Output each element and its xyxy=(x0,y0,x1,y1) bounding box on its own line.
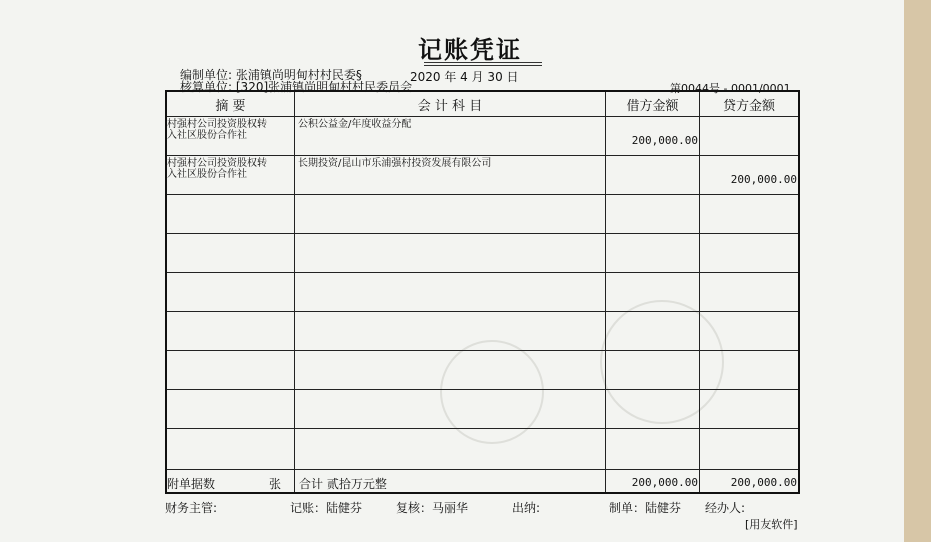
preparer: 制单：陆健芬 xyxy=(609,501,682,515)
title-underline xyxy=(424,62,542,63)
acct-value: [320]张浦镇尚明甸村村民委员会 xyxy=(235,80,413,94)
row-divider xyxy=(167,311,798,312)
col-divider xyxy=(699,92,700,492)
header-debit: 借方金额 xyxy=(626,99,679,114)
attach-label: 附单据数 xyxy=(167,477,216,491)
finance-supervisor: 财务主管: xyxy=(165,501,218,515)
reviewer: 复核：马丽华 xyxy=(396,501,469,515)
title-underline xyxy=(424,65,542,66)
bookkeeper: 记账：陆健芬 xyxy=(290,501,363,515)
org-label: 编制单位: xyxy=(180,68,233,82)
summary-line: 村强村公司投资股权转 xyxy=(167,158,267,169)
row-divider xyxy=(167,194,798,195)
row-divider xyxy=(167,155,798,156)
total-text: 合计 贰拾万元整 xyxy=(299,477,387,491)
row-divider xyxy=(167,469,798,470)
voucher-table xyxy=(165,90,800,494)
row-divider xyxy=(167,428,798,429)
col-divider xyxy=(294,92,295,492)
software-label: [用友软件] xyxy=(745,518,798,531)
header-account: 会 计 科 目 xyxy=(417,99,483,114)
table-row-2-summary xyxy=(167,158,293,180)
background-edge xyxy=(904,0,931,542)
table-row-1-account: 公积公益金/年度收益分配 xyxy=(298,119,412,130)
attach-unit: 张 xyxy=(269,477,282,491)
debit-total: 200,000.00 xyxy=(631,476,698,489)
table-row-1-summary xyxy=(167,119,293,141)
summary-line: 入社区股份合作社 xyxy=(167,169,247,180)
table-row-1-debit: 200,000.00 xyxy=(631,134,698,147)
table-row-2-account: 长期投资/昆山市乐浦强村投资发展有限公司 xyxy=(298,158,492,169)
summary-line: 入社区股份合作社 xyxy=(167,130,247,141)
row-divider xyxy=(167,389,798,390)
voucher-title: 记账凭证 xyxy=(418,36,522,64)
row-divider xyxy=(167,272,798,273)
header-summary: 摘 要 xyxy=(215,99,246,114)
header-credit: 贷方金额 xyxy=(722,99,775,114)
col-divider xyxy=(605,92,606,492)
cashier: 出纳: xyxy=(512,501,541,515)
voucher-number: 第0044号 - 0001/0001 xyxy=(670,82,791,95)
row-divider xyxy=(167,116,798,117)
summary-line: 村强村公司投资股权转 xyxy=(167,119,267,130)
org-value: 张浦镇尚明甸村村民委§ xyxy=(235,68,362,82)
row-divider xyxy=(167,350,798,351)
row-divider xyxy=(167,233,798,234)
handler: 经办人: xyxy=(705,501,746,515)
acct-label: 核算单位: xyxy=(180,80,233,94)
table-row-2-credit: 200,000.00 xyxy=(730,173,797,186)
voucher-date: 2020 年 4 月 30 日 xyxy=(410,70,519,84)
credit-total: 200,000.00 xyxy=(730,476,797,489)
